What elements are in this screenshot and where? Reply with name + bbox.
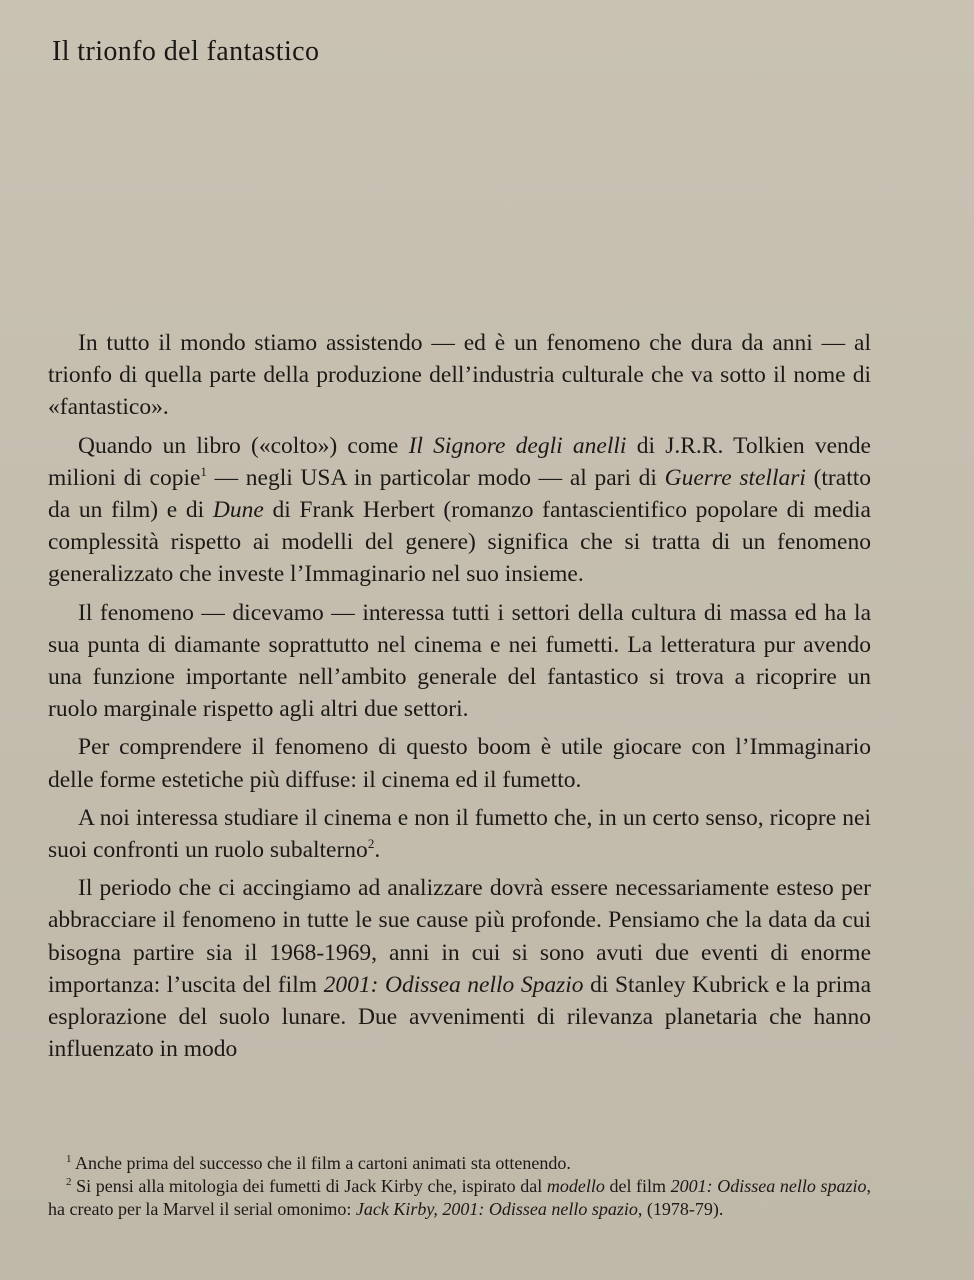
footnote-ref-2: 2 — [367, 836, 375, 852]
body-text — [48, 327, 871, 1071]
paragraph-text: Per comprendere il fenomeno di questo boom è utile giocare con l’Immaginario delle forme estetiche più diffuse: il cinema ed il fumetto. — [48, 734, 871, 793]
footnote-text: , (1978-79). — [637, 1199, 724, 1219]
footnote-text: Si pensi alla mitologia dei fumetti di Jack Kirby che, ispirato dal — [71, 1176, 547, 1196]
footnote-text: Anche prima del successo che il film a cartoni animati sta ottenendo. — [71, 1153, 571, 1173]
footnote-italic: modello — [546, 1176, 605, 1196]
footnote-text: , ha creato per la Marvel il serial omonimo: — [48, 1176, 871, 1219]
footnotes — [48, 1152, 871, 1221]
paragraph-2 — [48, 430, 871, 591]
film-title-italic: Guerre stellari — [664, 464, 806, 491]
footnote-1 — [48, 1152, 871, 1175]
book-title-italic: Dune — [212, 497, 264, 524]
footnote-marker: 1 — [66, 1153, 72, 1165]
paragraph-1 — [48, 327, 871, 424]
paragraph-text: A noi interessa studiare il cinema e non il fumetto che, in un certo senso, ricopre nei suoi confronti un ruolo subalterno — [48, 804, 871, 864]
paragraph-4 — [48, 731, 871, 795]
footnote-italic: 2001: Odissea nello spazio — [670, 1176, 867, 1196]
film-title-italic: 2001: Odissea nello Spazio — [323, 971, 584, 998]
paragraph-6 — [48, 872, 871, 1065]
paragraph-3 — [48, 597, 871, 726]
paragraph-text: In tutto il mondo stiamo assistendo — ed è un fenomeno che dura da anni — al trionfo di quella parte della produzione dell’industria culturale che va sotto il nome di «fantastico». — [48, 330, 871, 421]
footnote-2 — [48, 1175, 871, 1221]
footnote-ref-1: 1 — [200, 463, 207, 479]
footnote-italic: Jack Kirby, 2001: Odissea nello spazio — [355, 1199, 638, 1219]
paragraph-5 — [48, 802, 871, 866]
paragraph-text: Il fenomeno — dicevamo — interessa tutti i settori della cultura di massa ed ha la sua punta di diamante soprattutto nel cinema e nei fumetti. La letteratura pur avendo una funzione importante nell’ambito generale del fantastico si trova a ricoprire un ruolo marginale rispetto agli altri due settori. — [48, 599, 871, 723]
paragraph-text: Quando un libro («colto») come — [78, 432, 409, 459]
paragraph-text: . — [374, 837, 381, 864]
paragraph-text: — negli USA in particolar modo — al pari di — [206, 464, 665, 491]
footnote-marker: 2 — [66, 1176, 72, 1188]
footnote-text: del film — [604, 1176, 671, 1196]
chapter-title: Il trionfo del fantastico — [52, 36, 320, 67]
paragraph-text: di Stanley Kubrick e la prima esplorazione del suolo lunare. Due avvenimenti di rilevanza planetaria che hanno influenzato in modo — [48, 971, 871, 1063]
paragraph-text: di J.R.R. Tolkien vende milioni di copie — [48, 432, 871, 491]
paragraph-text: (tratto da un film) e di — [48, 464, 871, 524]
paragraph-text: di Frank Herbert (romanzo fantascientifico popolare di media complessità rispetto ai modelli del genere) significa che si tratta di un fenomeno generalizzato che investe l’Immaginario nel suo insieme. — [48, 497, 871, 588]
book-title-italic: Il Signore degli anelli — [408, 432, 627, 459]
paragraph-text: Il periodo che ci accingiamo ad analizzare dovrà essere necessariamente esteso per abbracciare il fenomeno in tutte le sue cause più profonde. Pensiamo che la data da cui bisogna partire sia il 1968-1969, anni in cui si sono avuti due eventi di enorme importanza: l’uscita del film — [48, 875, 871, 998]
